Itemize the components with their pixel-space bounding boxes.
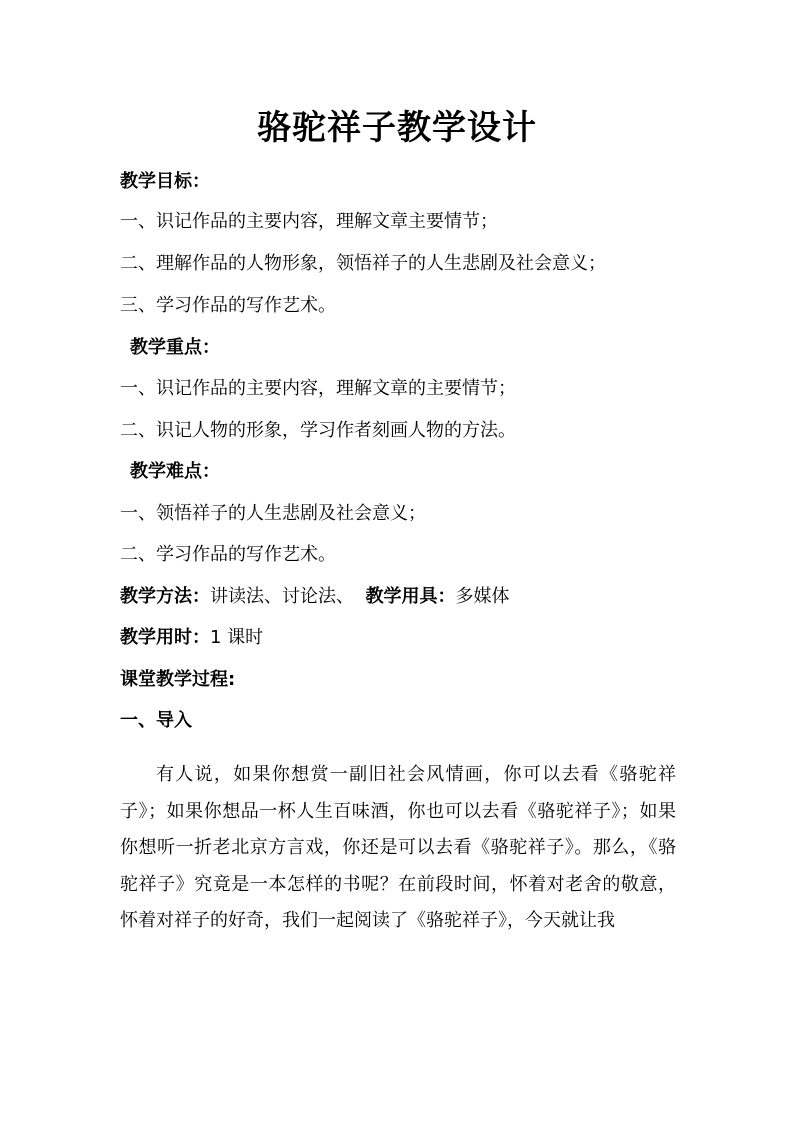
tools-value: 多媒体	[455, 586, 510, 607]
duration-label: 教学用时：	[120, 627, 210, 648]
document-title: 骆驼祥子教学设计	[257, 108, 537, 148]
duration-value: 1 课时	[210, 627, 264, 648]
goals-heading: 教学目标：	[120, 171, 210, 192]
tools-label: 教学用具：	[365, 586, 456, 607]
goal-item-3: 三、学习作品的写作艺术。	[120, 295, 336, 316]
difficulty-item-2: 二、学习作品的写作艺术。	[120, 544, 336, 565]
difficulties-heading: 教学难点：	[130, 461, 220, 482]
section1-heading: 一、导入	[120, 710, 192, 731]
goal-item-2: 二、理解作品的人物形象，领悟祥子的人生悲剧及社会意义；	[120, 253, 606, 274]
difficulty-item-1: 一、领悟祥子的人生悲剧及社会意义；	[120, 503, 426, 524]
duration-line	[120, 626, 680, 650]
process-heading: 课堂教学过程:	[120, 669, 236, 690]
key-points-heading: 教学重点：	[130, 337, 220, 358]
method-line	[120, 585, 680, 609]
method-value: 讲读法、讨论法、	[210, 586, 366, 607]
intro-paragraph: 有人说，如果你想赏一副旧社会风情画，你可以去看《骆驼祥子》；如果你想品一杯人生百味酒，你也可以去看《骆驼祥子》；如果你想听一折老北京方言戏，你还是可以去看《骆驼祥子》。那么，《骆驼祥子》究竟是一本怎样的书呢？在前段时间，怀着对老舍的敬意，怀着对祥子的好奇，我们一起阅读了《骆驼祥子》，今天就让我	[120, 764, 676, 931]
method-label: 教学方法：	[120, 586, 210, 607]
goal-item-1: 一、识记作品的主要内容，理解文章主要情节；	[120, 211, 498, 232]
key-point-item-2: 二、识记人物的形象，学习作者刻画人物的方法。	[120, 420, 516, 441]
key-point-item-1: 一、识记作品的主要内容，理解文章的主要情节；	[120, 378, 516, 399]
